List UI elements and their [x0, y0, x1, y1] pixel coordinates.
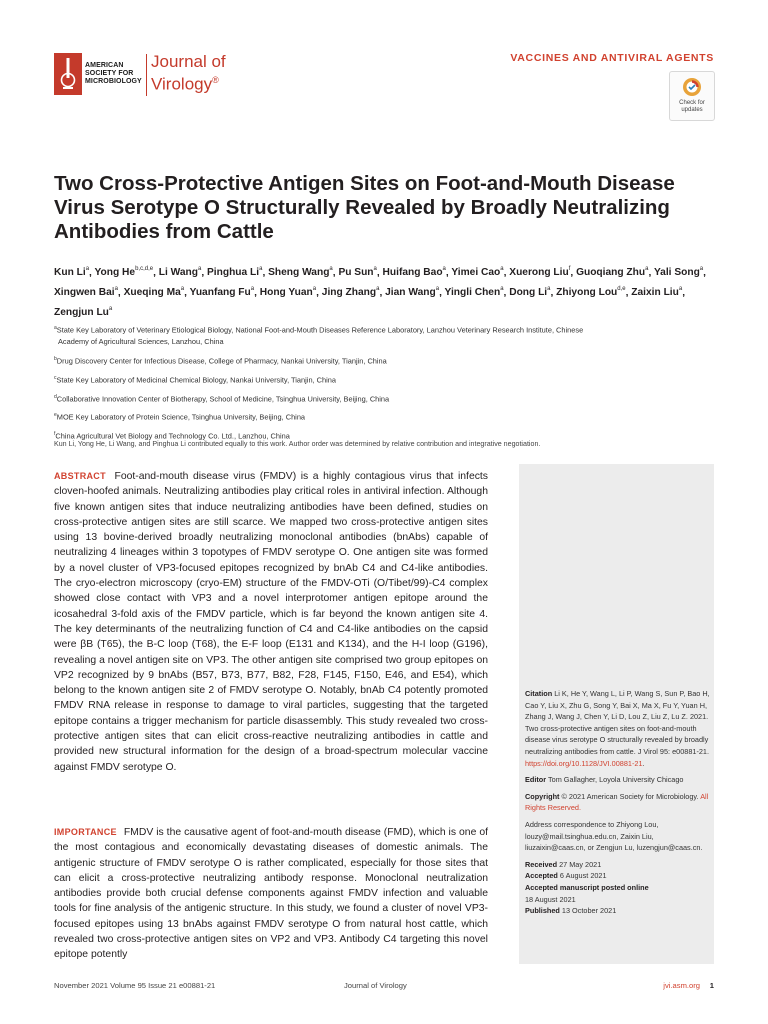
author-name: Pinghua Li$^a$: [207, 266, 263, 279]
page-number: 1: [709, 981, 714, 990]
footer-issue-info: November 2021 Volume 95 Issue 21 e00881-21: [54, 981, 216, 990]
affiliation-item: $^c$State Key Laboratory of Medicinal Chemical Biology, Nankai University, Tianjin, China: [54, 374, 336, 385]
author-name: Yali Song$^a$: [653, 266, 704, 279]
society-name: AMERICAN SOCIETY FOR MICROBIOLOGY: [85, 62, 142, 85]
affiliation-item: $^e$MOE Key Laboratory of Protein Science, Tsinghua University, Beijing, China: [54, 412, 306, 422]
importance-label: IMPORTANCE: [54, 827, 117, 837]
author-affiliation-mark: a: [108, 305, 113, 312]
author-name: Jian Wang$^a$: [385, 285, 440, 299]
author-affiliation-mark: a: [442, 266, 446, 272]
affiliation-item: $^d$Collaborative Innovation Center of Biotherapy, School of Medicine, Tsinghua University, Beijing, China: [54, 393, 390, 404]
section-label: VACCINES AND ANTIVIRAL AGENTS: [510, 52, 714, 64]
copyright-block: Copyright © 2021 American Society for Microbiology. All Rights Reserved.: [525, 791, 709, 813]
author-affiliation-mark: a: [198, 266, 202, 272]
abstract-label: ABSTRACT: [54, 471, 106, 481]
author-affiliation-mark: f: [568, 266, 571, 272]
author-name: Zengjun Lu$^a$: [54, 305, 113, 319]
author-name: Zhiyong Lou$^{d,e}$: [556, 285, 626, 299]
editor-block: Editor Tom Gallagher, Loyola University Chicago: [525, 775, 684, 785]
author-name: Guoqiang Zhu$^a$: [576, 266, 649, 279]
article-info-sidebar: [525, 688, 711, 917]
check-for-updates-button[interactable]: [669, 71, 715, 121]
author-affiliation-mark: d,e: [617, 285, 626, 292]
author-name: Xuerong Liu$^f$: [509, 266, 571, 279]
author-affiliation-mark: a: [500, 285, 504, 292]
author-name: Li Wang$^a$: [158, 266, 202, 279]
author-affiliation-mark: a: [85, 266, 90, 272]
author-name: Yuanfang Fu$^a$: [189, 285, 255, 299]
author-list: Kun Li$^a$, Yong He$^{b,c,d,e}$, Li Wang$^a$, Pinghua Li$^a$, Sheng Wang$^a$, Pu Sun$^a$, Huifang Bao$^a$, Yimei Cao$^a$, Xuerong Liu$^f$, Guoqiang Zhu$^a$, Yali Song$^a$, Xingwen Bai$^a$, Xueqing Ma$^a$, Yuanfang Fu$^a$, Hong Yuan$^a$, Jing Zhang$^a$, Jian Wang$^a$, Yingli Chen$^a$, Dong Li$^a$, Zhiyong Lou$^{d,e}$, Zaixin Liu$^a$, Zengjun Lu$^a$: [54, 266, 706, 319]
journal-name: Journal of Virology®: [151, 52, 226, 94]
author-name: Yimei Cao$^a$: [451, 266, 504, 279]
author-affiliation-mark: a: [435, 285, 440, 292]
author-name: Xueqing Ma$^a$: [123, 285, 185, 299]
author-affiliation-mark: a: [699, 266, 704, 272]
author-name: Pu Sun$^a$: [338, 266, 377, 279]
author-name: Jing Zhang$^a$: [321, 285, 380, 299]
author-affiliation-mark: b,c,d,e: [135, 266, 154, 272]
author-name: Xingwen Bai$^a$: [54, 285, 118, 299]
author-name: Huifang Bao$^a$: [382, 266, 446, 279]
author-affiliation-mark: a: [259, 266, 263, 272]
check-updates-icon: [682, 77, 702, 97]
author-affiliation-mark: a: [373, 266, 377, 272]
affiliations: [54, 322, 714, 447]
author-affiliation-mark: a: [376, 285, 380, 292]
author-affiliation-mark: a: [678, 285, 683, 292]
author-name: Hong Yuan$^a$: [259, 285, 317, 299]
footer-url-link[interactable]: jvi.asm.org: [663, 981, 700, 990]
author-affiliation-mark: a: [114, 285, 118, 292]
affiliation-item: $^b$Drug Discovery Center for Infectious Disease, College of Pharmacy, Nankai University, Tianjin, China: [54, 355, 387, 366]
citation-block: Citation Li K, He Y, Wang L, Li P, Wang S, Sun P, Bao H, Cao Y, Liu X, Zhu G, Song Y, Bai X, Ma X, Fu Y, Yuan H, Zhang J, Wang J, Chen Y, Li D, Lou Z, Liu Z, Lu Z. 2021. Two cross-protective antigen sites on foot-and-mouth disease virus serotype O structurally revealed by broadly neutralizing antibodies from cattle. J Virol 95: e00881-21. https://doi.org/10.1128/JVI.00881-21.: [525, 689, 710, 768]
contribution-note: Kun Li, Yong He, Li Wang, and Pinghua Li contributed equally to this work. Author order was determined by relative contribution and integrative negotiation.: [54, 440, 541, 448]
journal-logo: [54, 50, 234, 98]
importance-text: FMDV is the causative agent of foot-and-mouth disease (FMD), which is one of the most contagious and economically devastating diseases of domestic animals. The antigenic structure of FMDV serotype O is rather complicated, especially for those sites that can elicit a cross-protective neutralizing antibody response. Monoclonal neutralization antibodies provide both crucial defense components against FMDV infection and valuable tools for fine analysis of the antigenic structure. In this study, we found a cluster of novel VP3-focused epitopes using 13 bnAbs against FMDV serotype O from natural host cattle, which revealed two cross-protective antigen sites on VP2 and VP3. Antibody C4 targeting this novel epitope potently: [54, 827, 488, 961]
abstract-text: Foot-and-mouth disease virus (FMDV) is a highly contagious virus that infects cloven-hoofed animals. Neutralizing antibodies play critical roles in antiviral infection. Although five known antigen sites that induce neutralizing antibodies have been defined, studies on cross-protective antigen sites are still scarce. We mapped two cross-protective antigen sites using 13 bovine-derived broadly neutralizing monoclonal antibodies (bnAbs) capable of neutralizing 4 lineages within 3 topotypes of FMDV serotype O. One antigen site was formed by a novel cluster of VP3-focused epitopes recognized by bnAb C4 and C4-like antibodies. The cryo-electron microscopy (cryo-EM) structure of the FMDV-OTi (O/Tibet/99)-C4 complex showed close contact with VP3 and a novel interprotomer antigen epitope around the icosahedral 3-fold axis of the FMDV particle, which is far beyond the known antigen site 4. The key determinants of the neutralizing function of C4 and C4-like antibodies on the capsid were βB (T65), the B-C loop (T68), the E-F loop (E131 and K134), and the H-I loop (G196), revealing a novel antigen site on VP3. The other antigen site comprised two group epitopes on VP2 recognized by 9 bnAbs (B57, B73, B77, B82, F28, F145, F150, E46, and E54), which belong to the known antigen site 2 of FMDV serotype O. Notably, bnAb C4 potently promoted FMDV RNA release in response to damage to viral particles, suggesting that the targeted epitope contains a trigger mechanism for particle disassembly. This study revealed two cross-protective antigen sites that can elicit cross-reactive neutralizing antibodies in cattle and provided new structural information for the design of a broad-spectrum molecular vaccine against FMDV serotype O.: [54, 471, 488, 773]
affiliation-item: $^f$China Agricultural Vet Biology and Technology Co. Ltd., Lanzhou, China: [54, 431, 290, 441]
article-title: Two Cross-Protective Antigen Sites on Foot-and-Mouth Disease Virus Serotype O Structurally Revealed by Broadly Neutralizing Antibodies from Cattle: [54, 172, 675, 243]
author-affiliation-mark: a: [500, 266, 504, 272]
author-name: Yingli Chen$^a$: [444, 285, 504, 299]
author-affiliation-mark: a: [329, 266, 333, 272]
page-footer: [54, 981, 714, 995]
importance-paragraph: [54, 825, 488, 963]
author-name: Dong Li$^a$: [509, 285, 551, 299]
author-name: Zaixin Liu$^a$: [631, 285, 683, 299]
doi-link[interactable]: https://doi.org/10.1128/JVI.00881-21: [525, 758, 643, 768]
author-affiliation-mark: a: [180, 285, 185, 292]
history-block: Received 27 May 2021 Accepted 6 August 2021 Accepted manuscript posted online 18 August 2021 Published 13 October 2021: [525, 859, 649, 916]
author-affiliation-mark: a: [547, 285, 551, 292]
check-updates-label: Check for updates: [679, 100, 705, 113]
footer-journal: Journal of Virology: [344, 981, 407, 990]
author-name: Yong He$^{b,c,d,e}$: [94, 266, 154, 279]
author-name: Sheng Wang$^a$: [268, 266, 333, 279]
rights-link[interactable]: All Rights Reserved.: [525, 791, 709, 813]
affiliation-item: $^a$State Key Laboratory of Veterinary Etiological Biology, National Foot-and-Mouth Diseases Reference Laboratory, Lanzhou Veterinary Research Institute, Chinese Academy of Agricultural Sciences, Lanzhou, China: [54, 325, 584, 347]
correspondence-block: Address correspondence to Zhiyong Lou, louzy@mail.tsinghua.edu.cn, Zaixin Liu, liuzaixin@caas.cn, or Zengjun Lu, luzengjun@caas.cn.: [525, 819, 703, 853]
author-name: Kun Li$^a$: [54, 266, 90, 279]
abstract-paragraph: [54, 469, 488, 775]
author-affiliation-mark: a: [250, 285, 255, 292]
author-affiliation-mark: a: [645, 266, 649, 272]
author-affiliation-mark: a: [312, 285, 317, 292]
